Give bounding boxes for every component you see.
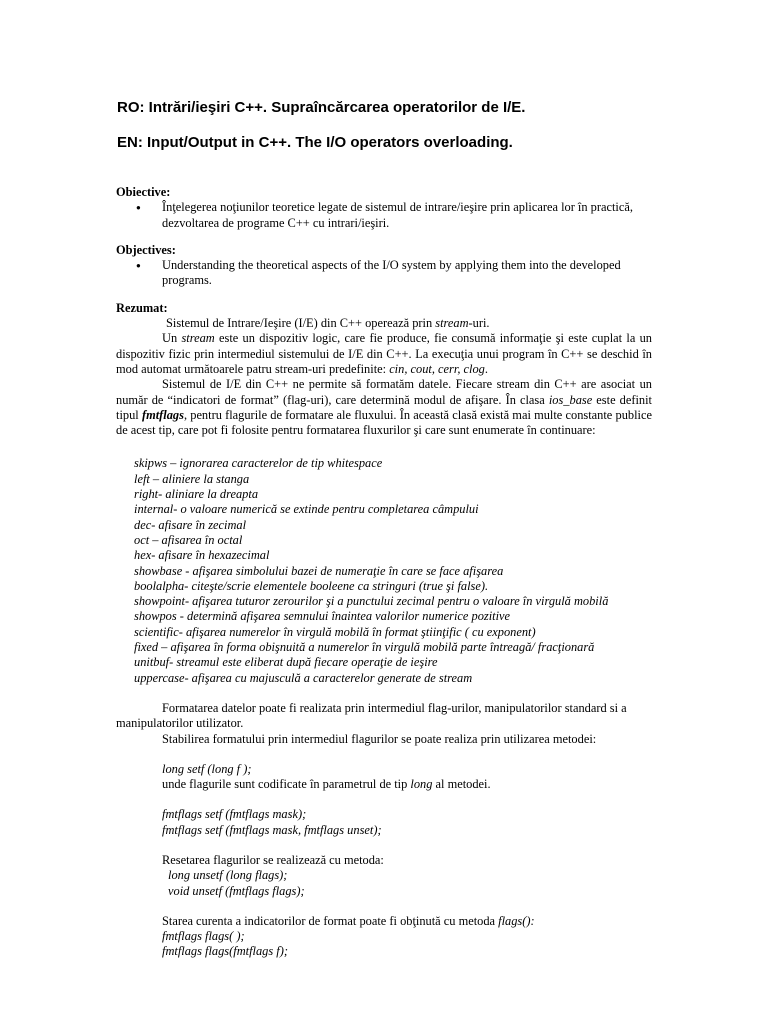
reset-paragraph: Resetarea flagurilor se realizează cu metoda: xyxy=(162,852,384,867)
flag-item: scientific- afişarea numerelor în virgulă mobilă în format ştiinţific ( cu exponent) xyxy=(134,624,536,639)
flag-item: fixed – afişarea în forma obişnuită a numerelor în virgulă mobilă parte întreagă/ fracţionară xyxy=(134,640,595,655)
flag-item: dec- afisare în zecimal xyxy=(134,517,247,532)
objectives-list xyxy=(116,258,652,289)
flag-item: hex- afisare în hexazecimal xyxy=(134,548,270,563)
flag-item: showpoint- afişarea tuturor zerourilor şi a punctului zecimal pentru o valoare în virgulă mobilă xyxy=(134,594,609,609)
code-setf-mask-unset: fmtflags setf (fmtflags mask, fmtflags unset); xyxy=(162,822,382,837)
flag-item: uppercase- afişarea cu majusculă a caracterelor generate de stream xyxy=(134,670,473,685)
code-setf-mask: fmtflags setf (fmtflags mask); xyxy=(162,807,307,822)
code-unsetf-void: void unsetf (fmtflags flags); xyxy=(168,883,305,898)
flags-state-paragraph: Starea curenta a indicatorilor de format poate fi obţinută cu metoda flags(): xyxy=(162,913,535,928)
document-body xyxy=(116,185,652,960)
rezumat-heading: Rezumat: xyxy=(116,300,168,315)
list-item: ● Understanding the theoretical aspects of the I/O system by applying them into the developed programs. xyxy=(116,258,652,289)
obiective-list xyxy=(116,200,652,231)
title-en: EN: Input/Output in C++. The I/O operators overloading. xyxy=(117,134,513,151)
flag-item: showpos - determină afişarea semnului înaintea valorilor numerice pozitive xyxy=(134,609,511,624)
flag-item: skipws – ignorarea caracterelor de tip whitespace xyxy=(134,456,383,471)
flag-item: left – aliniere la stanga xyxy=(134,471,250,486)
code-flags-get: fmtflags flags( ); xyxy=(162,929,245,944)
setf-intro: Stabilirea formatului prin intermediul flagurilor se poate realiza prin utilizarea metodei: xyxy=(162,731,597,746)
objectives-heading: Objectives: xyxy=(116,242,176,257)
flag-item: internal- o valoare numerică se extinde pentru completarea câmpului xyxy=(134,502,479,517)
list-item: ● Înţelegerea noţiunilor teoretice legate de sistemul de intrare/ieşire prin aplicarea lor în practică, dezvoltarea de programe C++ cu intrari/ieşiri. xyxy=(116,200,652,231)
rezumat-paragraph-1: Sistemul de Intrare/Ieşire (I/E) din C++ operează prin stream-uri. xyxy=(166,316,490,331)
code-flags-set: fmtflags flags(fmtflags f); xyxy=(162,944,288,959)
flag-item: oct – afisarea în octal xyxy=(134,532,243,547)
rezumat-paragraph-3: Sistemul de I/E din C++ ne permite să formatăm datele. Fiecare stream din C++ are asociat un număr de “indicatori de format” (flag-uri), care determină modul de afişare. În clasa ios_base este definit tipul fmtflags, pentru flagurile de formatare ale fluxului. În această clasă există mai multe constante publice de acest tip, care pot fi folosite pentru formatarea fluxurilor şi care sunt enumerate în continuare: xyxy=(116,377,652,438)
code-unsetf-long: long unsetf (long flags); xyxy=(168,868,288,883)
format-flags-list xyxy=(134,456,652,685)
flag-item: right- aliniare la dreapta xyxy=(134,487,259,502)
flag-item: showbase - afişarea simbolului bazei de numeraţie în care se face afişarea xyxy=(134,563,504,578)
flag-item: unitbuf- streamul este eliberat după fiecare operaţie de ieşire xyxy=(134,655,438,670)
rezumat-paragraph-2: Un stream este un dispozitiv logic, care fie produce, fie consumă informaţie şi este cuplat la un dispozitiv fizic prin intermediul sistemului de I/E din C++. La execuţia unui program în C++ se deschid în mod automat următoarele patru stream-uri predefinite: cin, cout, cerr, clog. xyxy=(116,331,652,376)
title-ro: RO: Intrări/ieşiri C++. Supraîncărcarea operatorilor de I/E. xyxy=(117,99,526,116)
code-setf-long: long setf (long f ); xyxy=(162,761,252,776)
obiective-heading: Obiective: xyxy=(116,185,171,199)
setf-explanation: unde flagurile sunt codificate în parametrul de tip long al metodei. xyxy=(162,777,491,792)
flag-item: boolalpha- citeşte/scrie elementele booleene ca stringuri (true şi false). xyxy=(134,578,489,593)
format-paragraph: Formatarea datelor poate fi realizata prin intermediul flag-urilor, manipulatorilor standard si a manipulatorilor utilizator. xyxy=(116,700,627,731)
